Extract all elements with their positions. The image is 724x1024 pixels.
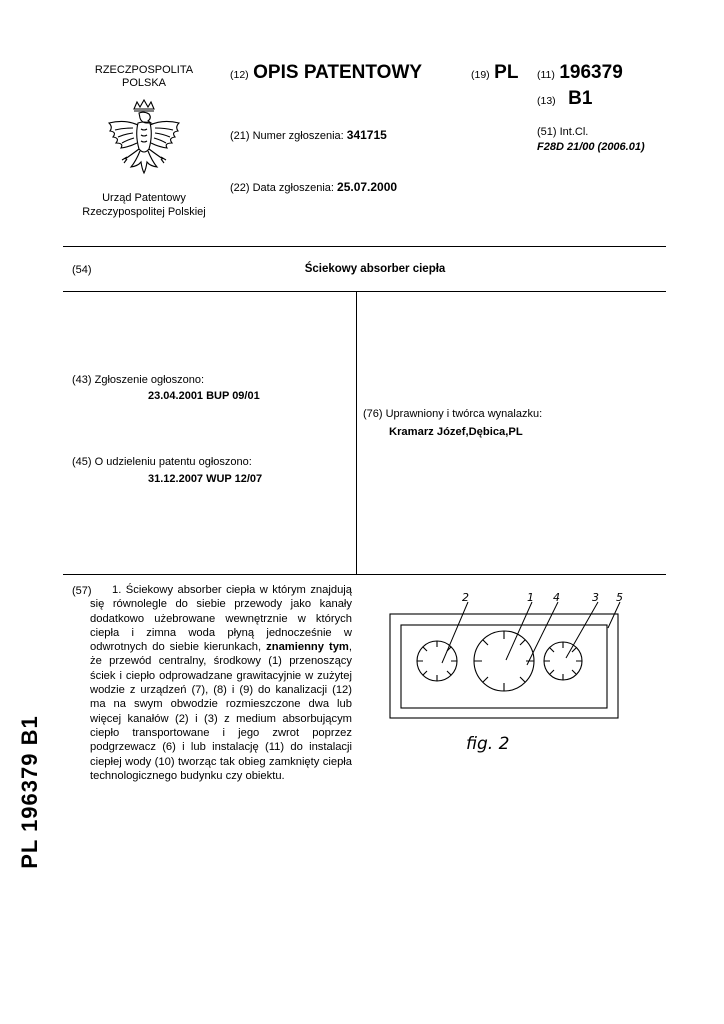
ipc-label: (51) Int.Cl. <box>537 126 589 138</box>
document-type-title: OPIS PATENTOWY <box>253 62 423 83</box>
side-patent-label: PL 196379 B1 <box>17 715 42 869</box>
title-divider <box>63 291 666 292</box>
figure-label-1: 1 <box>527 591 534 604</box>
country-code-label: (19) <box>471 69 490 81</box>
country-line-2: POLSKA <box>121 77 167 89</box>
figure-caption: fig. 2 <box>466 734 510 754</box>
filing-date-label: (22) Data zgłoszenia: <box>230 182 334 194</box>
title-code: (54) <box>72 264 92 276</box>
kind-code-value: B1 <box>568 88 593 109</box>
patent-number <box>537 62 623 84</box>
country-code-value: PL <box>494 62 519 83</box>
filing-date <box>230 180 397 194</box>
column-divider <box>356 291 357 574</box>
abstract-code: (57) <box>72 585 92 597</box>
ipc-value: F28D 21/00 (2006.01) <box>537 141 645 153</box>
patent-number-value: 196379 <box>559 62 623 83</box>
application-number-value: 341715 <box>346 128 387 142</box>
figure-drawing <box>380 588 640 778</box>
country-code <box>471 62 518 84</box>
ipc-classification <box>537 125 645 155</box>
application-number-label: (21) Numer zgłoszenia: <box>230 130 344 142</box>
bibliography-divider <box>63 574 666 575</box>
inventor-name: Kramarz Józef,Dębica,PL <box>389 426 523 438</box>
grant-label: (45) O udzieleniu patentu ogłoszono: <box>72 456 252 468</box>
figure-label-2: 2 <box>462 591 469 604</box>
patent-number-label: (11) <box>537 69 555 81</box>
figure-label-3: 3 <box>592 591 599 604</box>
claim-text-after: , że przewód centralny, środkowy (1) przenoszący ściek i ciepło odprowadzane grawitacyjnie w zużytej wodzie z urządzeń (7), (8) i (9) do kanalizacji (12) ma na swym obwodzie rozmieszczone dwa lub więcej kanałów (2) i (3) z medium absorbującym ciepło transportowane i jego zwrot poprzez podgrzewacz (6) i lub instalację (11) do instalacji ciepłej wody (10) tworząc tak obieg zamknięty ciepła technologicznego budynku czy obiektu. <box>90 641 352 782</box>
kind-code <box>537 88 592 110</box>
patent-office-name <box>70 191 218 219</box>
kind-code-label: (13) <box>537 95 556 107</box>
document-type-code: (12) <box>230 69 249 81</box>
office-line-1: Urząd Patentowy <box>102 192 186 204</box>
invention-title: Ściekowy absorber ciepła <box>304 263 446 275</box>
application-number <box>230 128 387 142</box>
country-name <box>76 64 212 90</box>
figure-leaders <box>442 602 620 665</box>
header-divider <box>63 246 666 247</box>
filing-date-value: 25.07.2000 <box>337 180 398 194</box>
claim-text-before: Ściekowy absorber ciepła w którym znajdują się równolegle do siebie przewody jako kanały dodatkowo użebrowane wewnętrznie w których ciepła i zimna woda płyną jednocześnie w odwrotnych do siebie kierunkach, <box>90 584 352 654</box>
figure-label-4: 4 <box>553 591 560 604</box>
inventor-label: (76) Uprawniony i twórca wynalazku: <box>363 408 543 420</box>
grant-value: 31.12.2007 WUP 12/07 <box>148 473 263 485</box>
eagle-emblem-icon <box>103 99 185 185</box>
country-line-1: RZECZPOSPOLITA <box>94 64 194 76</box>
announcement-label: (43) Zgłoszenie ogłoszono: <box>72 374 205 386</box>
claim-characterised-by: znamienny tym <box>266 641 349 654</box>
figure-pipes <box>417 631 582 691</box>
figure-label-5: 5 <box>616 591 623 604</box>
document-type <box>230 62 422 84</box>
announcement-value: 23.04.2001 BUP 09/01 <box>148 390 260 402</box>
office-line-2: Rzeczypospolitej Polskiej <box>82 206 206 218</box>
claim-number: 1. <box>112 584 122 596</box>
claim-text <box>90 583 352 783</box>
figure-housing <box>390 614 618 718</box>
